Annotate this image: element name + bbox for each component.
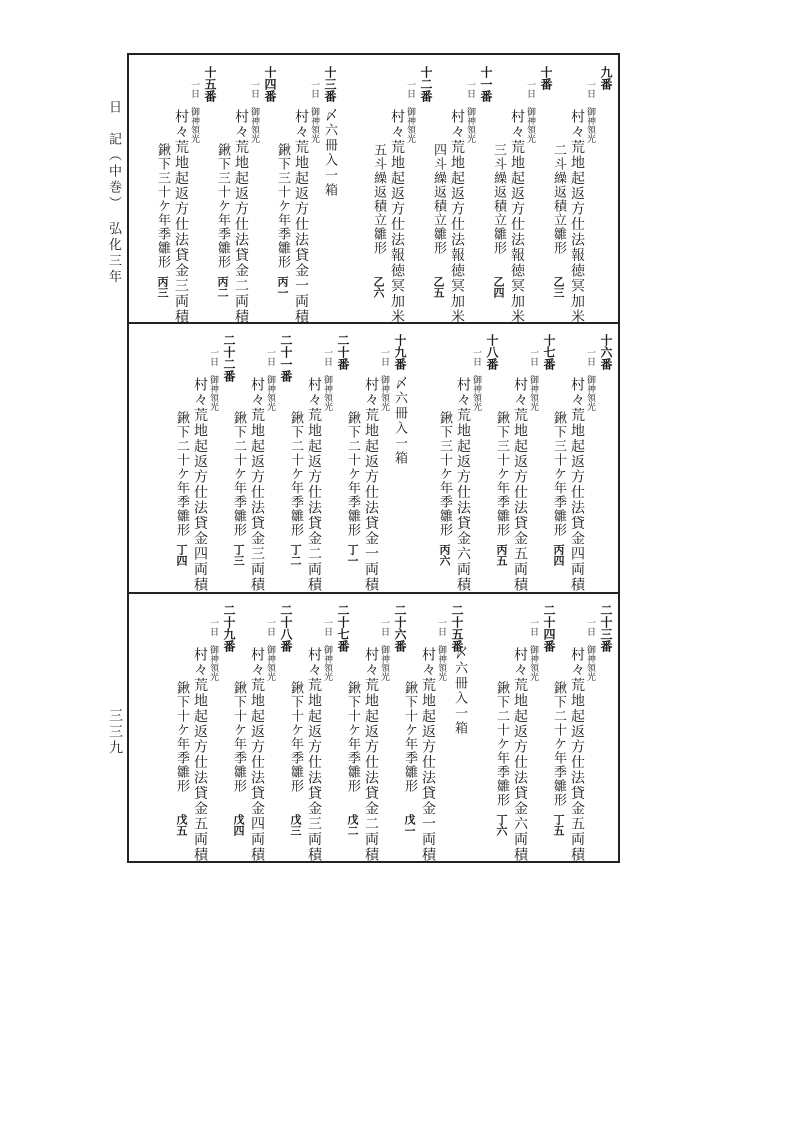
- entry-provenance: 一日 御神領光: [528, 348, 538, 411]
- entry-number: 十一番: [479, 66, 493, 102]
- entry-code: 丙五: [495, 544, 508, 566]
- entry-code: 丁四: [175, 544, 188, 566]
- entry-provenance: 一日 御神領光: [208, 348, 218, 411]
- entry-text: 村々荒地起返方仕法報徳冥加米: [449, 109, 465, 325]
- entry-number: 十四番: [263, 66, 277, 102]
- box-note: 〆六冊入一箱: [392, 376, 407, 466]
- entry-detail: 鍬下十ケ年季雛形: [402, 681, 417, 793]
- entry-detail: 四斗繰返積立雛形: [431, 143, 446, 255]
- entry-detail: 鍬下十ケ年季雛形: [345, 681, 360, 793]
- entry-number: 十番: [539, 66, 553, 90]
- entry-code: 丙四: [552, 544, 565, 566]
- entry-code: 戊五: [175, 814, 188, 836]
- entry-detail: 鍬下三十ケ年季雛形: [275, 143, 290, 269]
- entry-number: 二十六番: [393, 604, 407, 652]
- entry-code: 乙六: [372, 276, 385, 298]
- entry-text: 村々荒地起返方仕法報徳冥加米: [389, 109, 405, 325]
- entry-detail: 鍬下三十ケ年季雛形: [494, 411, 509, 537]
- entry-text: 村々荒地起返方仕法貸金三両積: [249, 377, 265, 593]
- entry-provenance: 一日 御神領光: [189, 80, 199, 143]
- entry-text: 村々荒地起返方仕法貸金一両積: [420, 647, 436, 863]
- entry-number: 二十七番: [336, 604, 350, 652]
- entry-detail: 鍬下二十ケ年季雛形: [551, 681, 566, 807]
- entry-code: 丙二: [216, 276, 229, 298]
- entry-number: 十三番: [323, 66, 337, 102]
- entry-detail: 鍬下三十ケ年季雛形: [551, 411, 566, 537]
- entry-code: 戊一: [403, 814, 416, 836]
- entry-code: 丁三: [232, 544, 245, 566]
- entry-number: 二十九番: [222, 604, 236, 652]
- entry-detail: 鍬下三十ケ年季雛形: [215, 143, 230, 269]
- entry-code: 戊二: [346, 814, 359, 836]
- entry-provenance: 一日 御神領光: [322, 348, 332, 411]
- entry-detail: 三斗繰返積立雛形: [491, 143, 506, 255]
- entry-code: 丙六: [438, 544, 451, 566]
- entry-number: 二十三番: [599, 604, 613, 652]
- entry-code: 丁六: [495, 814, 508, 836]
- entry-text: 村々荒地起返方仕法貸金二両積: [306, 377, 322, 593]
- entry-number: 十六番: [599, 334, 613, 370]
- entry-text: 村々荒地起返方仕法貸金五両積: [512, 377, 528, 593]
- entry-text: 村々荒地起返方仕法貸金三両積: [306, 647, 322, 863]
- entry-provenance: 一日 御神領光: [249, 80, 259, 143]
- entry-code: 戊三: [289, 814, 302, 836]
- entry-number: 二十五番: [450, 604, 464, 652]
- entry-number: 九番: [599, 66, 613, 90]
- entry-text: 村々荒地起返方仕法貸金三両積: [173, 109, 189, 325]
- entry-detail: 鍬下三十ケ年季雛形: [437, 411, 452, 537]
- entry-detail: 五斗繰返積立雛形: [371, 143, 386, 255]
- entry-provenance: 一日 御神領光: [585, 80, 595, 143]
- entry-code: 丁一: [346, 544, 359, 566]
- entry-number: 二十二番: [222, 334, 236, 382]
- entry-code: 乙三: [552, 276, 565, 298]
- entry-provenance: 一日 御神領光: [471, 348, 481, 411]
- entry-provenance: 一日 御神領光: [208, 618, 218, 681]
- entry-code: 乙五: [432, 276, 445, 298]
- entry-provenance: 一日 御神領光: [322, 618, 332, 681]
- entry-detail: 鍬下二十ケ年季雛形: [345, 411, 360, 537]
- entry-code: 乙四: [492, 276, 505, 298]
- running-head: 日 記（中巻） 弘化三年: [106, 100, 121, 286]
- panel-divider: [127, 322, 620, 324]
- entry-number: 二十番: [336, 334, 350, 370]
- entry-detail: 鍬下二十ケ年季雛形: [494, 681, 509, 807]
- entry-number: 十八番: [485, 334, 499, 370]
- entry-provenance: 一日 御神領光: [265, 618, 275, 681]
- entry-text: 村々荒地起返方仕法貸金五両積: [192, 647, 208, 863]
- entry-text: 村々荒地起返方仕法貸金一両積: [363, 377, 379, 593]
- entry-provenance: 一日 御神領光: [525, 80, 535, 143]
- entry-provenance: 一日 御神領光: [405, 80, 415, 143]
- entry-text: 村々荒地起返方仕法貸金六両積: [512, 647, 528, 863]
- entry-provenance: 一日 御神領光: [465, 80, 475, 143]
- entry-number: 十七番: [542, 334, 556, 370]
- entry-provenance: 一日 御神領光: [379, 348, 389, 411]
- entry-text: 村々荒地起返方仕法貸金五両積: [569, 647, 585, 863]
- entry-number: 十五番: [203, 66, 217, 102]
- entry-number: 十二番: [419, 66, 433, 102]
- box-note: 〆六冊入一箱: [452, 646, 467, 736]
- entry-text: 村々荒地起返方仕法貸金四両積: [192, 377, 208, 593]
- entry-detail: 鍬下十ケ年季雛形: [231, 681, 246, 793]
- entry-provenance: 一日 御神領光: [585, 618, 595, 681]
- entry-provenance: 一日 御神領光: [309, 80, 319, 143]
- entry-text: 村々荒地起返方仕法貸金二両積: [233, 109, 249, 325]
- entry-text: 村々荒地起返方仕法貸金四両積: [249, 647, 265, 863]
- entry-provenance: 一日 御神領光: [528, 618, 538, 681]
- entry-detail: 鍬下三十ケ年季雛形: [155, 143, 170, 269]
- entry-code: 丙三: [156, 276, 169, 298]
- entry-detail: 鍬下十ケ年季雛形: [174, 681, 189, 793]
- entry-text: 村々荒地起返方仕法貸金六両積: [455, 377, 471, 593]
- box-note: 〆六冊入一箱: [322, 108, 337, 198]
- entry-provenance: 一日 御神領光: [436, 618, 446, 681]
- entry-text: 村々荒地起返方仕法報徳冥加米: [569, 109, 585, 325]
- entry-number: 十九番: [393, 334, 407, 370]
- entry-code: 丙一: [276, 276, 289, 298]
- page-number: 三三九: [107, 708, 123, 756]
- entry-detail: 鍬下十ケ年季雛形: [288, 681, 303, 793]
- entry-detail: 鍬下二十ケ年季雛形: [288, 411, 303, 537]
- entry-provenance: 一日 御神領光: [585, 348, 595, 411]
- entry-provenance: 一日 御神領光: [265, 348, 275, 411]
- entry-code: 戊四: [232, 814, 245, 836]
- entry-code: 丁五: [552, 814, 565, 836]
- entry-text: 村々荒地起返方仕法貸金一両積: [293, 109, 309, 325]
- entry-number: 二十一番: [279, 334, 293, 382]
- entry-detail: 二斗繰返積立雛形: [551, 143, 566, 255]
- entry-text: 村々荒地起返方仕法報徳冥加米: [509, 109, 525, 325]
- entry-text: 村々荒地起返方仕法貸金四両積: [569, 377, 585, 593]
- entry-code: 丁二: [289, 544, 302, 566]
- entry-text: 村々荒地起返方仕法貸金二両積: [363, 647, 379, 863]
- entry-number: 二十四番: [542, 604, 556, 652]
- entry-provenance: 一日 御神領光: [379, 618, 389, 681]
- entry-detail: 鍬下二十ケ年季雛形: [174, 411, 189, 537]
- entry-number: 二十八番: [279, 604, 293, 652]
- entry-detail: 鍬下二十ケ年季雛形: [231, 411, 246, 537]
